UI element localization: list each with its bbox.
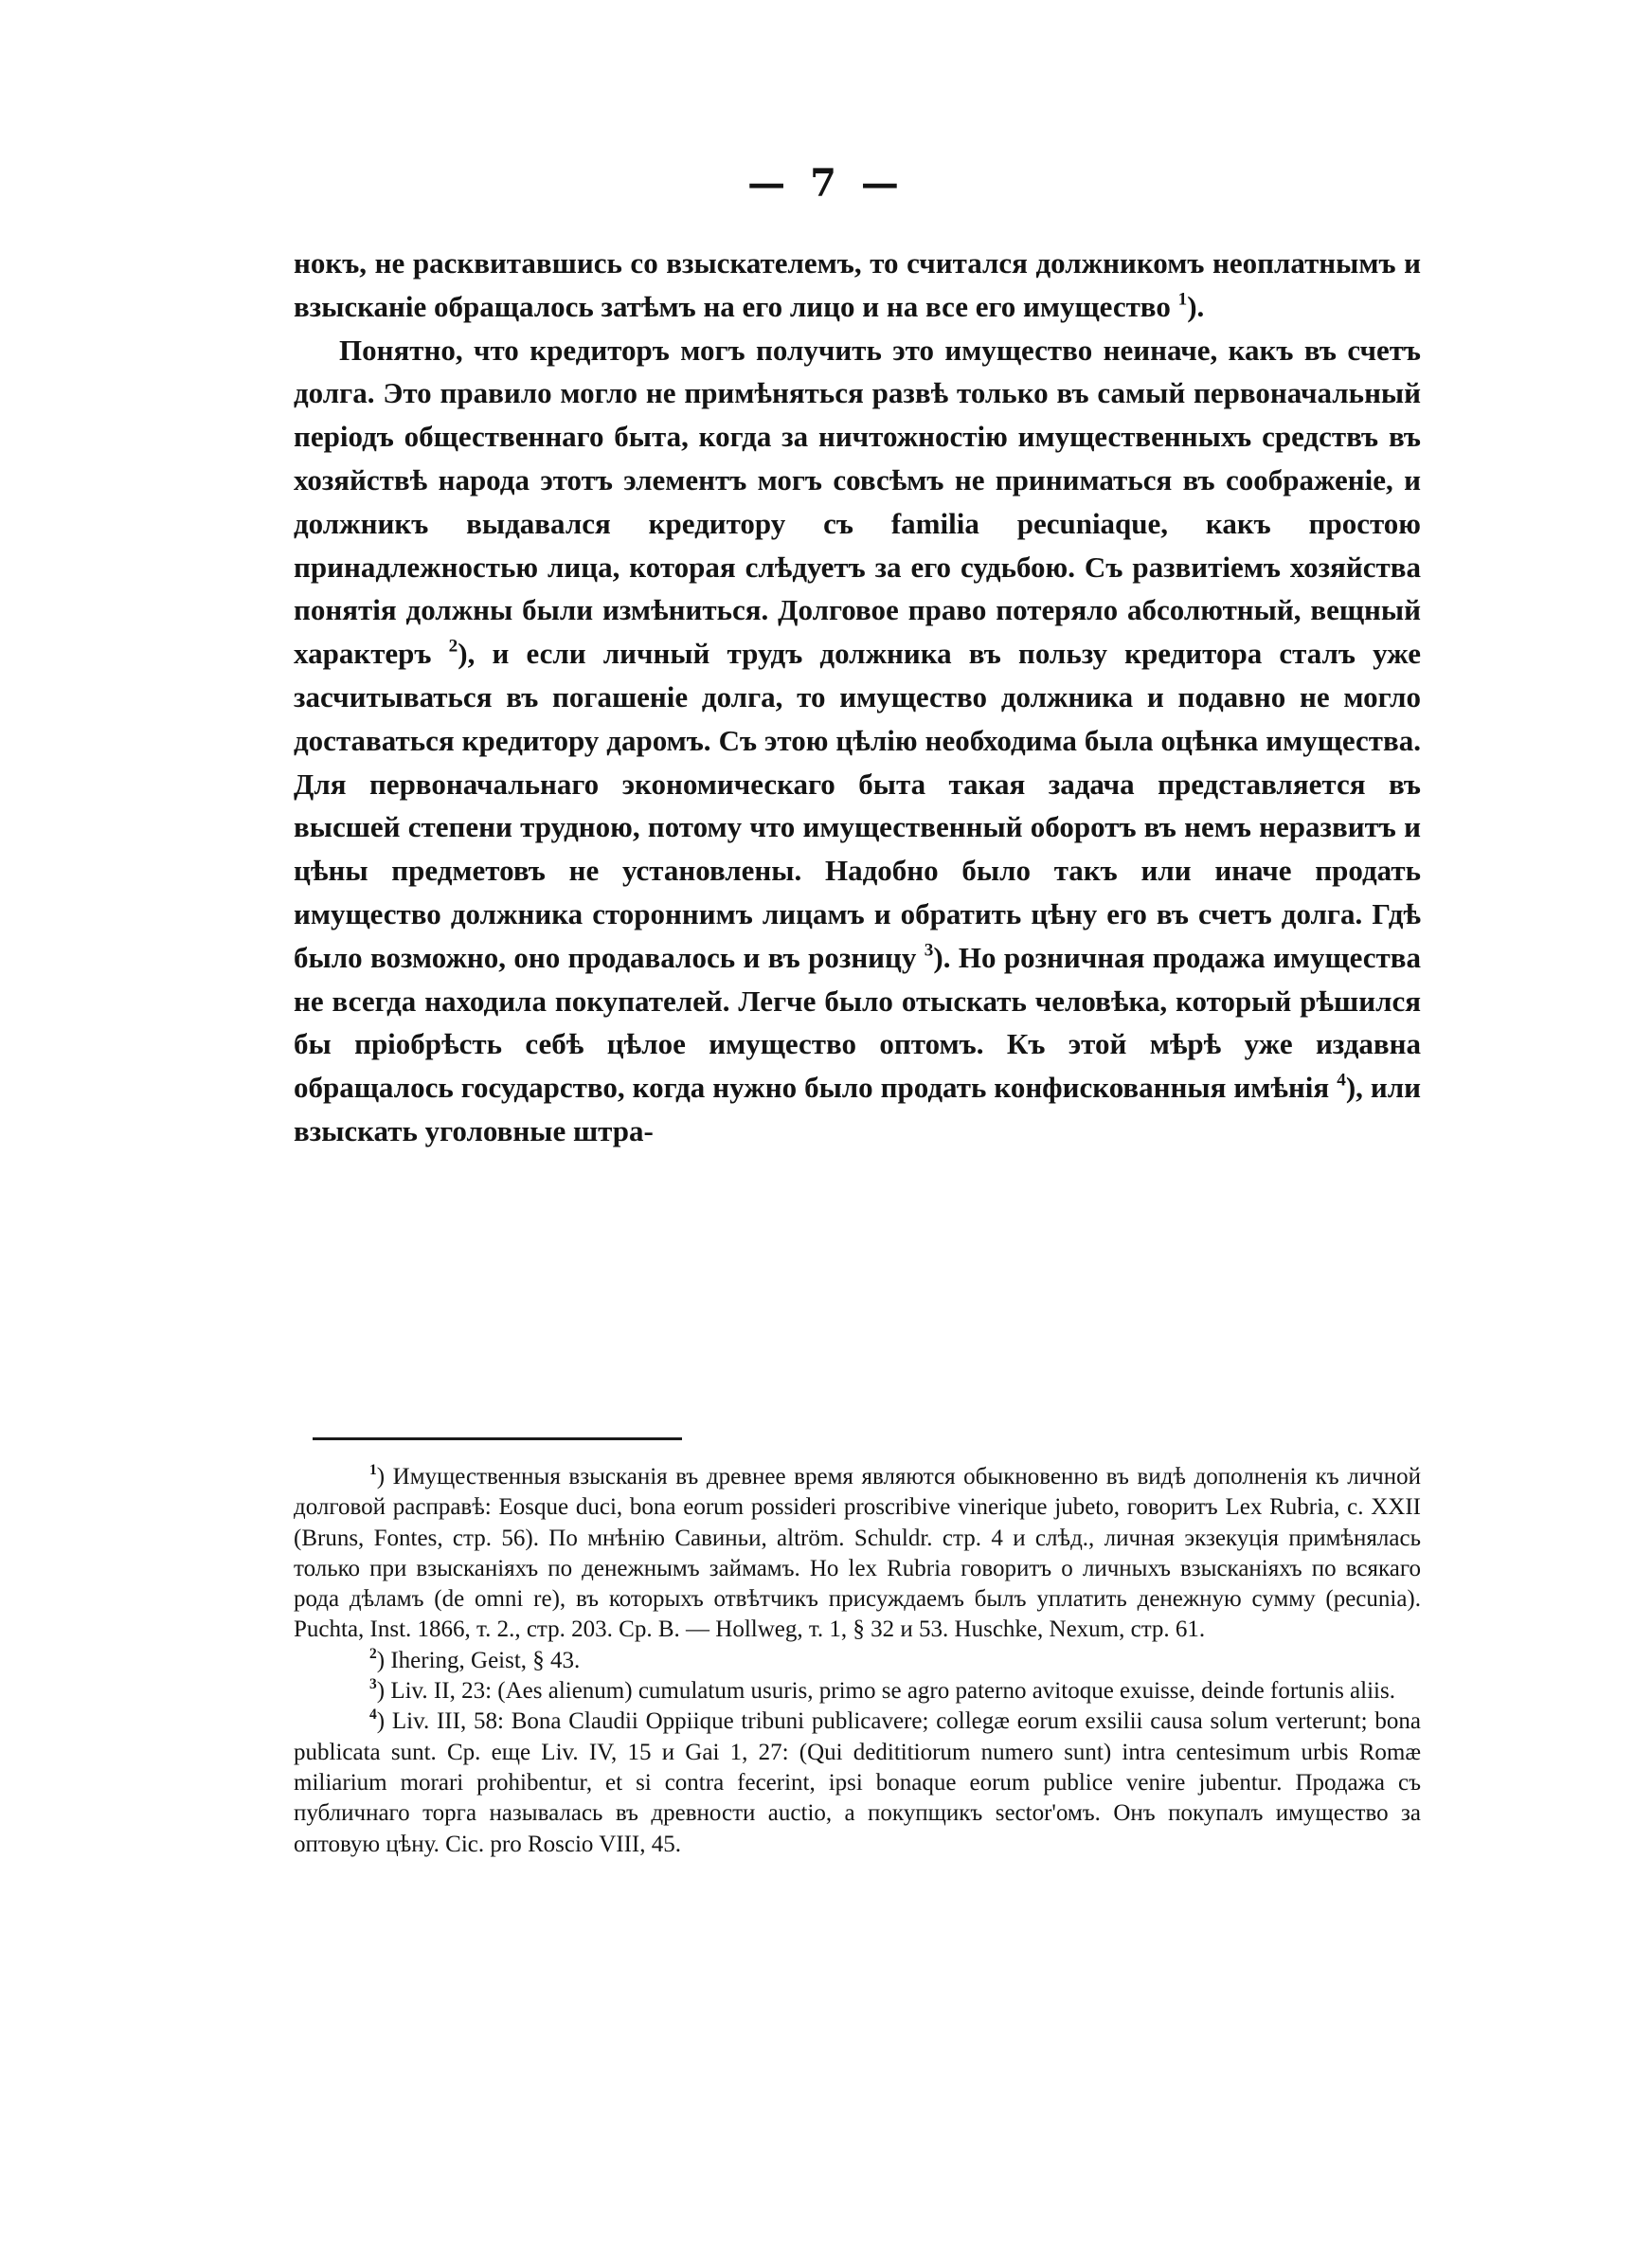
paragraph-text: ), или взыскать уголовные штра- (294, 1071, 1421, 1147)
footnote-ref: 2 (448, 636, 458, 657)
paragraph-text: ). Но розничная продажа имущества не всегда находила покупателей. Легче было отыскать человѣка, который рѣшился бы пріобрѣсть себѣ цѣлое имущество оптомъ. Къ этой мѣрѣ уже издавна обращалось государство, когда нужно было продать конфискованныя имѣнія (294, 940, 1421, 1105)
paragraph-text: ). (1187, 289, 1205, 323)
footnote-ref: 3 (924, 940, 934, 961)
paragraph-text: Понятно, что кредиторъ могъ получить это имущество неиначе, какъ въ счетъ долга. Это правило могло не примѣняться развѣ только въ самый первоначальный періодъ общественнаго быта, когда за ничтожностію имущественныхъ средствъ въ хозяйствѣ народа этотъ элементъ могъ совсѣмъ не приниматься въ соображеніе, и должникъ выдавался кредитору съ familia pecuniaque, какъ простою принадлежностью лица, которая слѣдуетъ за его судьбою. Съ развитіемъ хозяйства понятія должны были измѣниться. Долговое право потеряло абсолютный, вещный характеръ (294, 333, 1421, 671)
footnote-mark: 4 (369, 1706, 377, 1724)
footnotes (294, 1462, 1421, 1860)
main-text (294, 242, 1421, 1153)
paragraph-text: ), и если личный трудъ должника въ пользу кредитора сталъ уже засчитываться въ погашеніе долга, то имущество должника и подавно не могло доставаться кредитору даромъ. Съ этою цѣлію необходима была оцѣнка имущества. Для первоначальнаго экономическаго быта такая задача представляется въ высшей степени трудною, потому что имущественный оборотъ въ немъ неразвитъ и цѣны предметовъ не установлены. Надобно было такъ или иначе продать имущество должника стороннимъ лицамъ и обратить цѣну его въ счетъ долга. Гдѣ было возможно, оно продавалось и въ розницу (294, 637, 1421, 974)
footnote-text: ) Liv. III, 58: Bona Claudii Oppiique tribuni publicavere; collegæ eorum exsilii causa solum verterunt; bona publicata sunt. Ср. еще Liv. IV, 15 и Gai 1, 27: (Qui dedititiorum numero sunt) intra centesimum urbis Romæ miliarium morari prohibentur, et si contra fecerint, ipsi bonaque eorum publice venire jubentur. Продажа съ публичнаго торга называлась въ древности auctio, а покупщикъ sector'омъ. Онъ покупалъ имущество за оптовую цѣну. Cic. pro Roscio VIII, 45. (294, 1708, 1421, 1857)
paragraph (294, 329, 1421, 1153)
footnote (294, 1646, 1421, 1676)
footnote-mark: 1 (369, 1461, 377, 1478)
paragraph-text: нокъ, не расквитавшись со взыскателемъ, то считался должникомъ неоплатнымъ и взысканіе обращалось затѣмъ на его лицо и на все его имущество (294, 246, 1421, 323)
paragraph-continuation (294, 242, 1421, 329)
footnote (294, 1676, 1421, 1706)
footnote-ref: 1 (1177, 289, 1188, 310)
footnote-mark: 2 (369, 1645, 377, 1662)
footnote-text: ) Имущественныя взысканія въ древнее время являются обыкновенно въ видѣ дополненія къ личной долговой расправѣ: Eosque duci, bona eorum possideri proscribive vinerique jubeto, говоритъ Lex Rubria, c. XXII (Bruns, Fontes, стр. 56). По мнѣнію Савиньи, altröm. Schuldr. стр. 4 и слѣд., личная экзекуція примѣнялась только при взысканіяхъ по денежнымъ займамъ. Но lex Rubria говоритъ о личныхъ взысканіяхъ по всякаго рода дѣламъ (de omni re), въ которыхъ отвѣтчикъ присуждаемъ былъ уплатить денежную сумму (pecunia). Puchta, Inst. 1866, т. 2., стр. 203. Ср. B. — Hollweg, т. 1, § 32 и 53. Huschke, Nexum, стр. 61. (294, 1464, 1421, 1643)
footnote-ref: 4 (1337, 1070, 1346, 1091)
footnote (294, 1706, 1421, 1859)
footnote-text: ) Ihering, Geist, § 43. (376, 1647, 581, 1673)
footnote-text: ) Liv. II, 23: (Aes alienum) cumulatum usuris, primo se agro paterno avitoque exuisse, deinde fortunis aliis. (376, 1678, 1395, 1705)
page-number: — 7 — (747, 161, 905, 206)
footnote-divider (313, 1437, 682, 1440)
footnote (294, 1462, 1421, 1646)
footnote-mark: 3 (369, 1676, 377, 1693)
